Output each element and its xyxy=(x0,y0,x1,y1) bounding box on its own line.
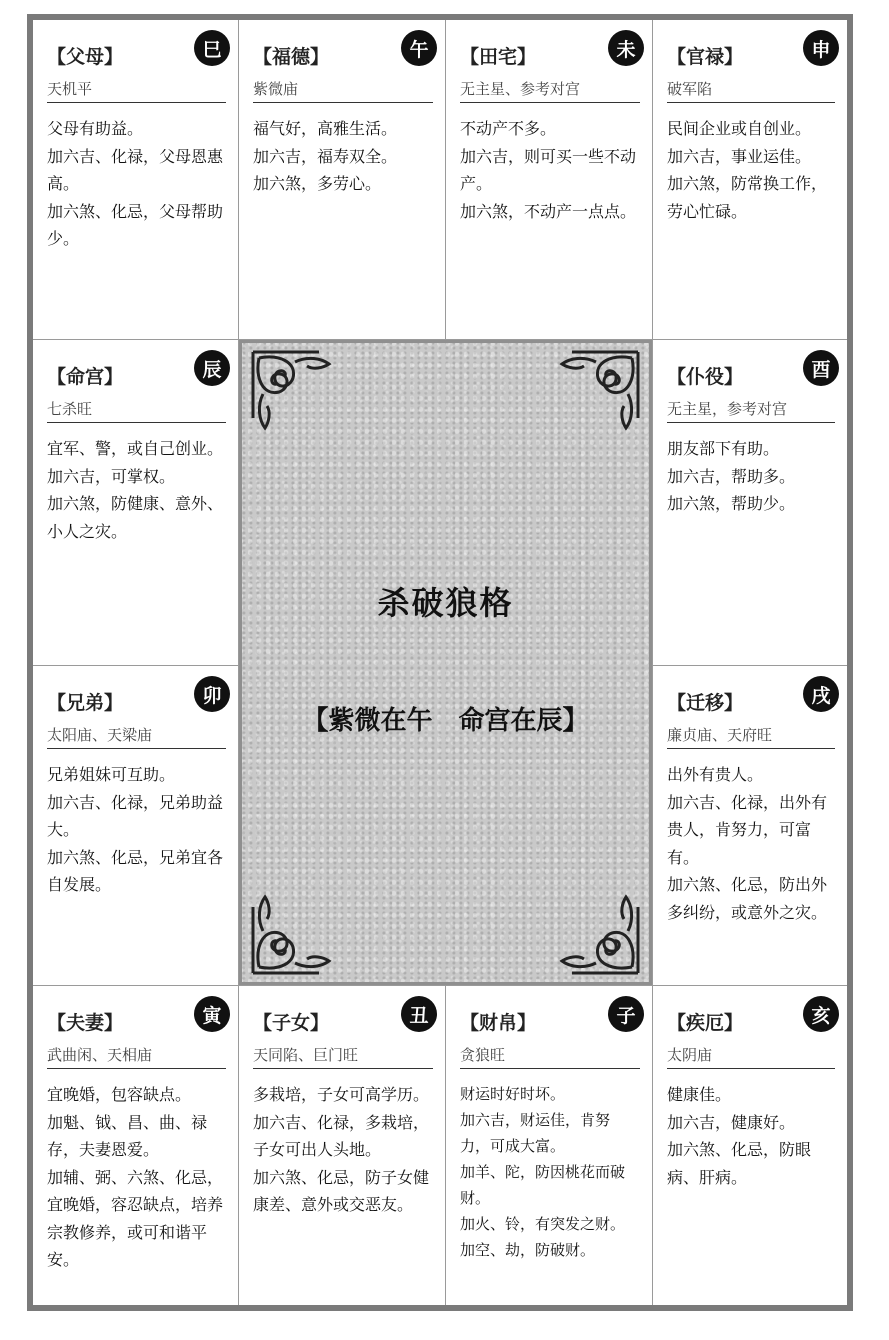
description-line: 加六煞，防健康、意外、小人之灾。 xyxy=(47,494,224,541)
branch-badge: 卯 xyxy=(194,676,230,712)
branch-badge: 未 xyxy=(608,30,644,66)
description-line: 加六吉，可掌权。 xyxy=(47,466,176,486)
star-info: 廉贞庙、天府旺 xyxy=(667,724,835,749)
description-line: 加六吉、化禄，兄弟助益大。 xyxy=(47,792,224,839)
branch-badge: 戌 xyxy=(803,676,839,712)
description-line: 加六煞，防常换工作，劳心忙碌。 xyxy=(667,174,828,221)
palace-description xyxy=(667,115,835,225)
description-line: 宜晚婚，包容缺点。 xyxy=(47,1085,192,1104)
pattern-subtitle: 【紫微在午 命宫在辰】 xyxy=(302,706,589,736)
palace-cell-fuqi xyxy=(33,986,239,1305)
branch-badge: 酉 xyxy=(803,350,839,386)
description-line: 加六吉，帮助多。 xyxy=(667,466,796,486)
star-info: 无主星、参考对宫 xyxy=(460,78,640,103)
corner-ornament xyxy=(249,885,341,977)
description-line: 加六吉，财运佳，肯努力，可成大富。 xyxy=(460,1111,611,1155)
palace-description xyxy=(47,435,226,545)
palace-title: 【兄弟】 xyxy=(47,692,124,714)
palace-cell-qianyi xyxy=(653,666,847,986)
description-line: 加六煞、化忌，父母帮助少。 xyxy=(47,201,224,248)
description-line: 加六吉，福寿双全。 xyxy=(253,146,398,166)
palace-cell-zinv xyxy=(239,986,446,1305)
corner-ornament xyxy=(550,348,642,440)
palace-cell-caibo xyxy=(446,986,653,1305)
branch-badge: 申 xyxy=(803,30,839,66)
description-line: 加六煞、化忌，兄弟宜各自发展。 xyxy=(47,847,224,894)
description-line: 父母有助益。 xyxy=(47,119,144,138)
description-line: 加六煞、化忌，防出外多纠纷，或意外之灾。 xyxy=(667,875,828,922)
pattern-title: 杀破狼格 xyxy=(377,584,514,622)
star-info: 太阳庙、天梁庙 xyxy=(47,724,226,749)
corner-ornament xyxy=(550,885,642,977)
palace-title: 【仆役】 xyxy=(667,366,744,388)
star-info: 天机平 xyxy=(47,78,226,103)
star-info: 贪狼旺 xyxy=(460,1044,640,1069)
description-line: 福气好，高雅生活。 xyxy=(253,119,398,138)
chart-frame xyxy=(27,14,853,1311)
star-info: 七杀旺 xyxy=(47,398,226,423)
palace-cell-minggong xyxy=(33,340,239,666)
palace-description xyxy=(253,1081,433,1219)
description-line: 健康佳。 xyxy=(667,1085,732,1104)
description-line: 加六吉、化禄，父母恩惠高。 xyxy=(47,146,224,193)
description-line: 加六煞，帮助少。 xyxy=(667,494,796,513)
center-panel xyxy=(239,340,653,986)
description-line: 民间企业或自创业。 xyxy=(667,119,812,138)
palace-description xyxy=(47,761,226,899)
description-line: 加六煞、化忌，防子女健康差、意外或交恶友。 xyxy=(253,1167,430,1214)
palace-description xyxy=(253,115,433,198)
branch-badge: 丑 xyxy=(401,996,437,1032)
palace-cell-tianzhai xyxy=(446,20,653,340)
palace-title: 【福德】 xyxy=(253,46,330,68)
palace-description xyxy=(460,115,640,225)
description-line: 加魁、钺、昌、曲、禄存，夫妻恩爱。 xyxy=(47,1112,208,1159)
description-line: 兄弟姐妹可互助。 xyxy=(47,765,176,784)
branch-badge: 寅 xyxy=(194,996,230,1032)
branch-badge: 辰 xyxy=(194,350,230,386)
palace-description xyxy=(667,761,835,926)
palace-title: 【子女】 xyxy=(253,1012,330,1034)
branch-badge: 巳 xyxy=(194,30,230,66)
star-info: 紫微庙 xyxy=(253,78,433,103)
branch-badge: 午 xyxy=(401,30,437,66)
description-line: 出外有贵人。 xyxy=(667,765,764,784)
description-line: 宜军、警，或自己创业。 xyxy=(47,439,224,458)
description-line: 加六吉，健康好。 xyxy=(667,1112,796,1132)
palace-cell-jie xyxy=(653,986,847,1305)
branch-badge: 子 xyxy=(608,996,644,1032)
description-line: 加六吉，则可买一些不动产。 xyxy=(460,146,637,193)
description-line: 不动产不多。 xyxy=(460,119,557,138)
palace-description xyxy=(667,435,835,518)
palace-description xyxy=(47,1081,226,1274)
palace-title: 【疾厄】 xyxy=(667,1012,744,1034)
palace-cell-fumu xyxy=(33,20,239,340)
palace-title: 【夫妻】 xyxy=(47,1012,124,1034)
description-line: 朋友部下有助。 xyxy=(667,439,780,458)
star-info: 无主星，参考对宫 xyxy=(667,398,835,423)
palace-title: 【财帛】 xyxy=(460,1012,537,1034)
description-line: 加火、铃，有突发之财。 xyxy=(460,1215,626,1233)
palace-description xyxy=(667,1081,835,1191)
description-line: 财运时好时坏。 xyxy=(460,1085,566,1103)
description-line: 加空、劫，防破财。 xyxy=(460,1241,596,1259)
description-line: 加六吉、化禄，多栽培，子女可出人头地。 xyxy=(253,1112,430,1159)
star-info: 天同陷、巨门旺 xyxy=(253,1044,433,1069)
description-line: 加羊、陀，防因桃花而破财。 xyxy=(460,1163,626,1207)
description-line: 加辅、弼、六煞、化忌，宜晚婚，容忍缺点，培养宗教修养，或可和谐平安。 xyxy=(47,1167,224,1269)
palace-cell-xiongdi xyxy=(33,666,239,986)
description-line: 加六煞，多劳心。 xyxy=(253,174,382,193)
palace-title: 【命宫】 xyxy=(47,366,124,388)
palace-title: 【官禄】 xyxy=(667,46,744,68)
palace-description xyxy=(47,115,226,253)
star-info: 破军陷 xyxy=(667,78,835,103)
branch-badge: 亥 xyxy=(803,996,839,1032)
description-line: 多栽培，子女可高学历。 xyxy=(253,1085,430,1104)
star-info: 太阴庙 xyxy=(667,1044,835,1069)
palace-title: 【田宅】 xyxy=(460,46,537,68)
palace-cell-fude xyxy=(239,20,446,340)
description-line: 加六吉，事业运佳。 xyxy=(667,146,812,166)
description-line: 加六吉、化禄，出外有贵人，肯努力，可富有。 xyxy=(667,792,828,867)
palace-description xyxy=(460,1081,640,1263)
palace-grid xyxy=(33,20,847,1305)
palace-title: 【父母】 xyxy=(47,46,124,68)
description-line: 加六煞，不动产一点点。 xyxy=(460,201,637,221)
palace-cell-puyi xyxy=(653,340,847,666)
corner-ornament xyxy=(249,348,341,440)
palace-cell-guanlu xyxy=(653,20,847,340)
palace-title: 【迁移】 xyxy=(667,692,744,714)
star-info: 武曲闲、天相庙 xyxy=(47,1044,226,1069)
description-line: 加六煞、化忌，防眼病、肝病。 xyxy=(667,1140,812,1187)
